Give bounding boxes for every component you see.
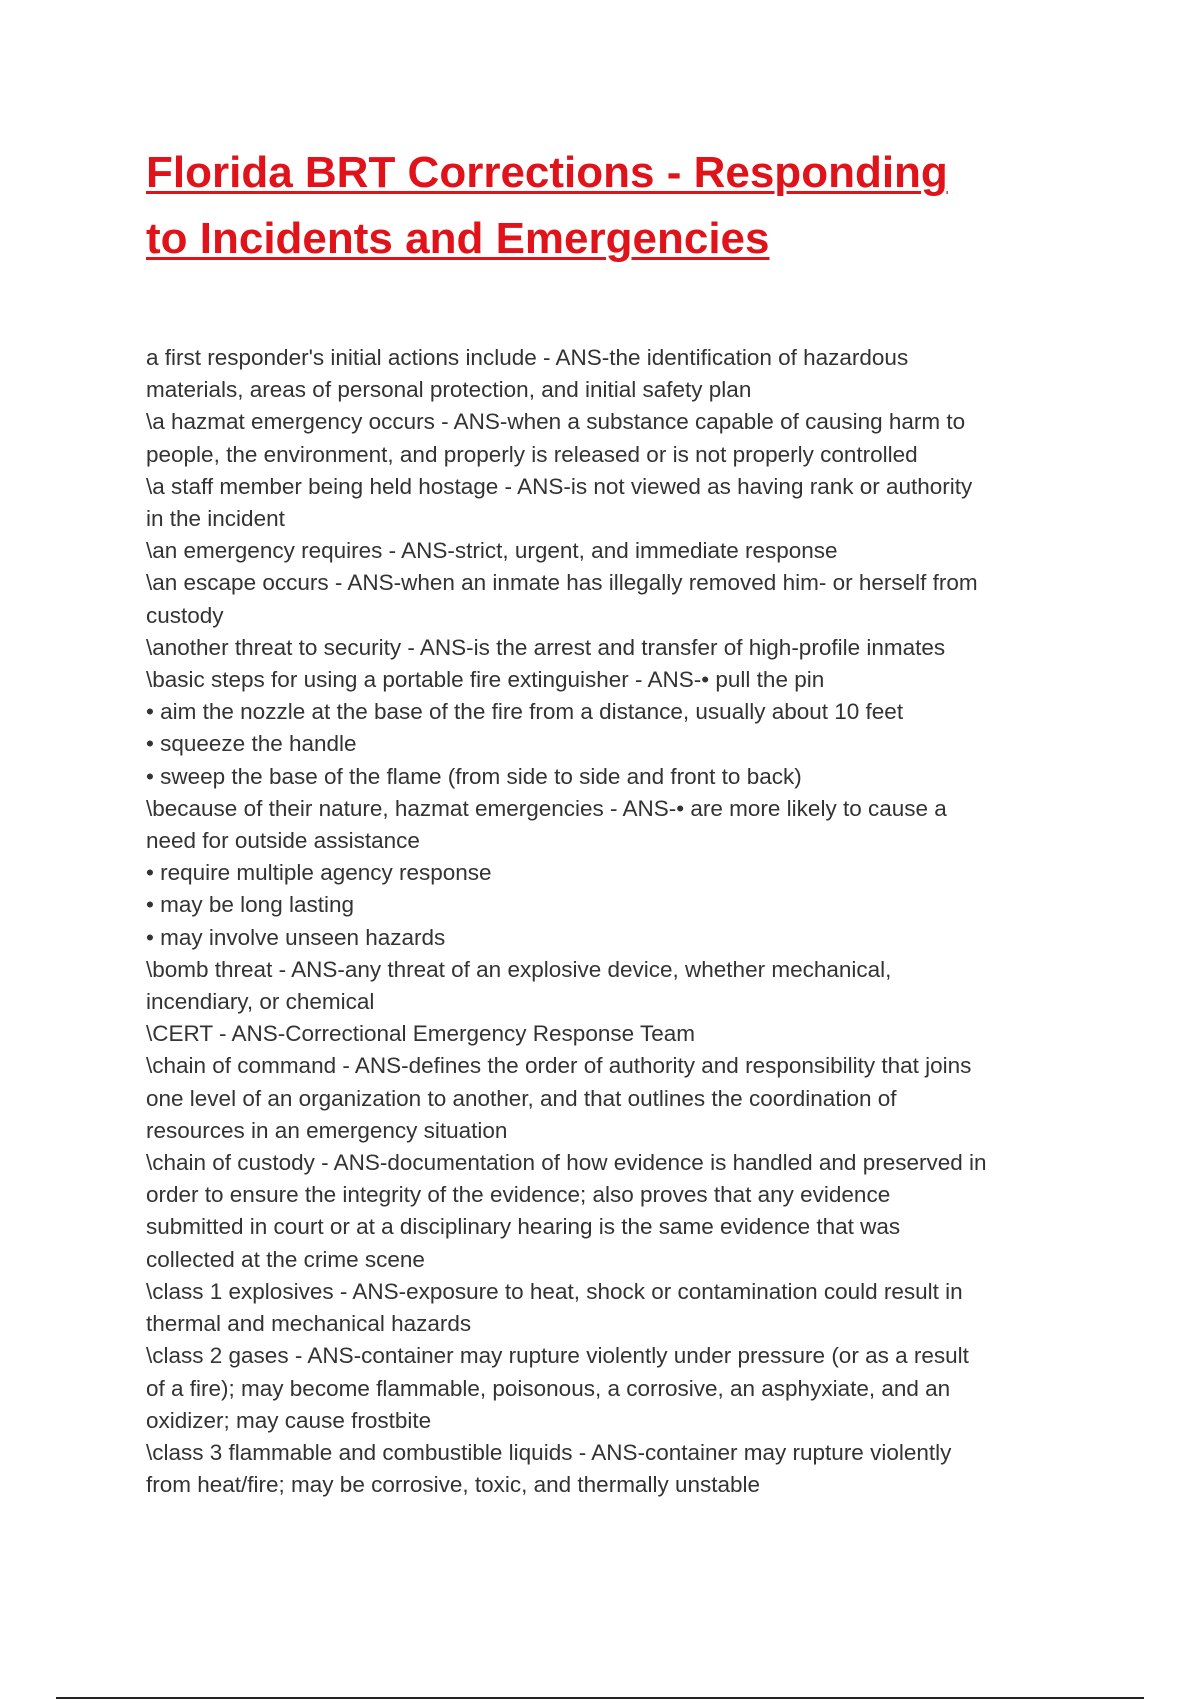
body-line: \a hazmat emergency occurs - ANS-when a substance capable of causing harm to (146, 409, 966, 435)
body-line: \because of their nature, hazmat emergencies - ANS-• are more likely to cause a (146, 795, 947, 821)
page-title (146, 140, 1076, 272)
body-line: oxidizer; may cause frostbite (146, 1407, 432, 1433)
body-line: one level of an organization to another, and that outlines the coordination of (146, 1085, 897, 1111)
body-line: people, the environment, and properly is released or is not properly controlled (146, 441, 918, 467)
body-line: in the incident (146, 506, 285, 532)
body-line: submitted in court or at a disciplinary hearing is the same evidence that was (146, 1214, 901, 1240)
body-line: resources in an emergency situation (146, 1117, 508, 1143)
page-bottom-rule (56, 1697, 1144, 1699)
body-line: • require multiple agency response (146, 860, 492, 886)
body-line: \an emergency requires - ANS-strict, urgent, and immediate response (146, 538, 838, 564)
body-line: • may involve unseen hazards (146, 924, 446, 950)
body-line: • sweep the base of the flame (from side to side and front to back) (146, 763, 802, 789)
document-body (146, 342, 1076, 1501)
body-line: order to ensure the integrity of the evidence; also proves that any evidence (146, 1182, 891, 1208)
body-line: thermal and mechanical hazards (146, 1311, 472, 1337)
body-line: \class 3 flammable and combustible liquids - ANS-container may rupture violently (146, 1439, 952, 1465)
body-line: materials, areas of personal protection, and initial safety plan (146, 377, 752, 403)
title-line: to Incidents and Emergencies (146, 214, 770, 263)
body-line: of a fire); may become flammable, poisonous, a corrosive, an asphyxiate, and an (146, 1375, 951, 1401)
body-line: need for outside assistance (146, 828, 420, 854)
body-line: \a staff member being held hostage - ANS-is not viewed as having rank or authority (146, 473, 973, 499)
body-line: \chain of custody - ANS-documentation of how evidence is handled and preserved in (146, 1150, 987, 1176)
body-line: \basic steps for using a portable fire extinguisher - ANS-• pull the pin (146, 667, 825, 693)
body-line: \class 2 gases - ANS-container may rupture violently under pressure (or as a result (146, 1343, 969, 1369)
body-line: • aim the nozzle at the base of the fire from a distance, usually about 10 feet (146, 699, 904, 725)
body-line: \bomb threat - ANS-any threat of an explosive device, whether mechanical, (146, 956, 892, 982)
body-line: a first responder's initial actions include - ANS-the identification of hazardous (146, 345, 909, 370)
body-line: \CERT - ANS-Correctional Emergency Response Team (146, 1021, 695, 1047)
body-line: \another threat to security - ANS-is the arrest and transfer of high-profile inmates (146, 634, 946, 660)
body-line: • may be long lasting (146, 892, 354, 918)
body-line: collected at the crime scene (146, 1246, 425, 1272)
body-line: \class 1 explosives - ANS-exposure to heat, shock or contamination could result in (146, 1278, 963, 1304)
body-line: \an escape occurs - ANS-when an inmate has illegally removed him- or herself from (146, 570, 978, 596)
body-line: incendiary, or chemical (146, 989, 375, 1015)
body-line: \chain of command - ANS-defines the order of authority and responsibility that joins (146, 1053, 972, 1079)
body-line: from heat/fire; may be corrosive, toxic, and thermally unstable (146, 1472, 761, 1498)
body-line: • squeeze the handle (146, 731, 357, 757)
title-line: Florida BRT Corrections - Responding (146, 148, 948, 197)
body-line: custody (146, 602, 224, 628)
